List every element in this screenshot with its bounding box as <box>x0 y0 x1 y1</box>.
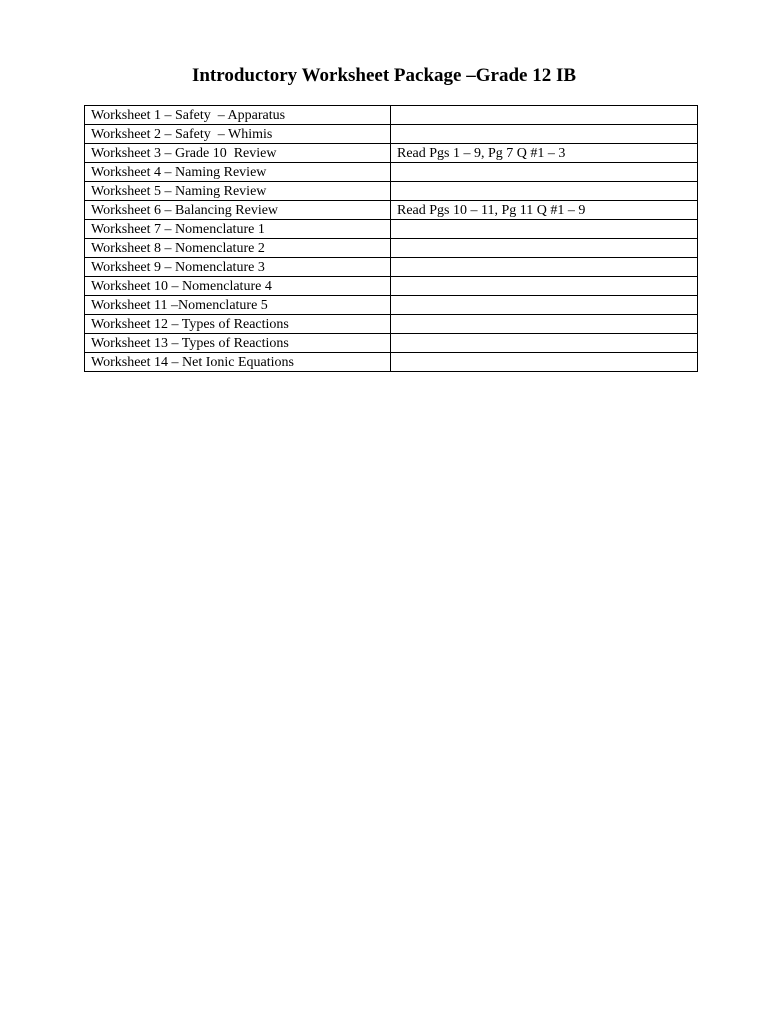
worksheet-note <box>391 353 698 372</box>
worksheet-note: Read Pgs 10 – 11, Pg 11 Q #1 – 9 <box>391 201 698 220</box>
worksheet-note <box>391 163 698 182</box>
worksheet-note <box>391 334 698 353</box>
worksheet-name: Worksheet 2 – Safety – Whimis <box>85 125 391 144</box>
worksheet-name: Worksheet 10 – Nomenclature 4 <box>85 277 391 296</box>
table-row <box>85 315 698 334</box>
worksheet-note: Read Pgs 1 – 9, Pg 7 Q #1 – 3 <box>391 144 698 163</box>
worksheet-name: Worksheet 6 – Balancing Review <box>85 201 391 220</box>
worksheet-name: Worksheet 9 – Nomenclature 3 <box>85 258 391 277</box>
worksheet-name: Worksheet 7 – Nomenclature 1 <box>85 220 391 239</box>
page-title: Introductory Worksheet Package –Grade 12 IB <box>191 65 577 86</box>
table-row <box>85 334 698 353</box>
worksheet-name: Worksheet 3 – Grade 10 Review <box>85 144 391 163</box>
worksheet-note <box>391 239 698 258</box>
worksheet-name: Worksheet 13 – Types of Reactions <box>85 334 391 353</box>
worksheet-note <box>391 125 698 144</box>
worksheet-note <box>391 182 698 201</box>
worksheet-name: Worksheet 1 – Safety – Apparatus <box>85 106 391 125</box>
worksheet-name: Worksheet 11 –Nomenclature 5 <box>85 296 391 315</box>
worksheet-note <box>391 277 698 296</box>
worksheet-name: Worksheet 8 – Nomenclature 2 <box>85 239 391 258</box>
table-row <box>85 258 698 277</box>
table-row <box>85 201 698 220</box>
worksheet-table <box>84 105 698 372</box>
table-row <box>85 182 698 201</box>
table-row <box>85 106 698 125</box>
table-row <box>85 277 698 296</box>
worksheet-name: Worksheet 14 – Net Ionic Equations <box>85 353 391 372</box>
table-row <box>85 353 698 372</box>
table-row <box>85 220 698 239</box>
table-row <box>85 163 698 182</box>
table-row <box>85 239 698 258</box>
table-row <box>85 125 698 144</box>
worksheet-name: Worksheet 5 – Naming Review <box>85 182 391 201</box>
worksheet-note <box>391 296 698 315</box>
worksheet-name: Worksheet 12 – Types of Reactions <box>85 315 391 334</box>
worksheet-note <box>391 258 698 277</box>
table-row <box>85 144 698 163</box>
worksheet-name: Worksheet 4 – Naming Review <box>85 163 391 182</box>
worksheet-note <box>391 106 698 125</box>
table-row <box>85 296 698 315</box>
worksheet-note <box>391 315 698 334</box>
worksheet-note <box>391 220 698 239</box>
